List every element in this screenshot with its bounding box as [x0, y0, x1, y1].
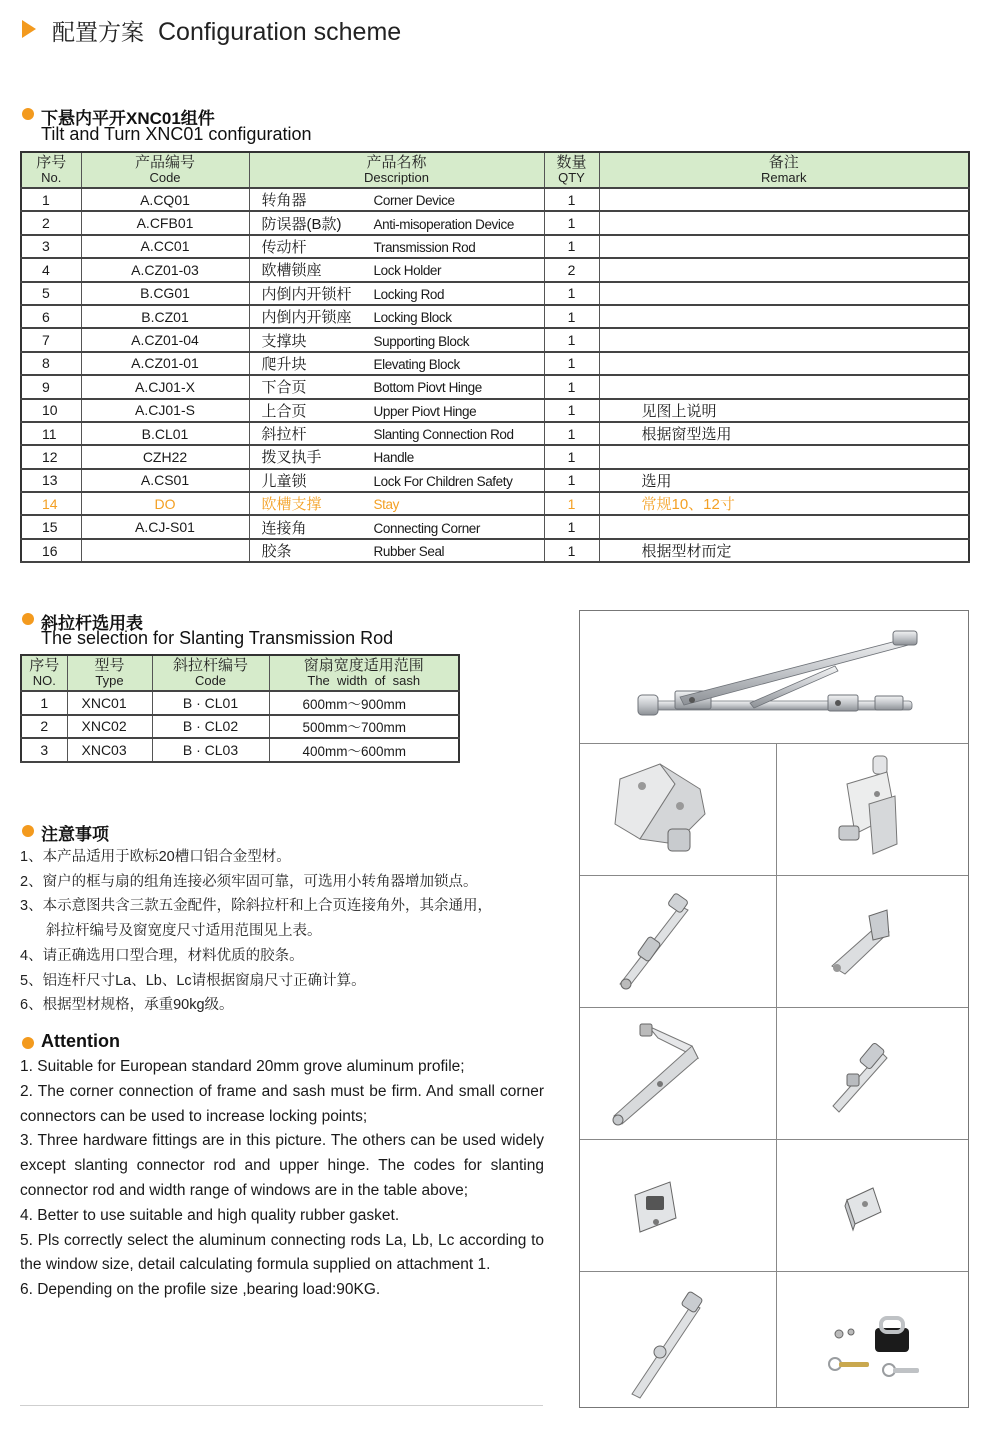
notes-en-list [20, 1055, 544, 1303]
rod-col-header-range: 窗扇宽度适用范围 The width of sash [269, 655, 459, 691]
table-row: 2 A.CFB01 防误器(B款) Anti-misoperation Device 1 [21, 211, 969, 234]
table-row: 3 XNC03 B · CL03 400mm～600mm [21, 738, 459, 762]
section2-title-cn: 斜拉杆选用表 [41, 614, 143, 633]
notes-cn-line: 斜拉杆编号及窗宽度尺寸适用范围见上表。 [46, 923, 322, 940]
table-row: 4 A.CZ01-03 欧槽锁座 Lock Holder 2 [21, 258, 969, 281]
locking-rod-photo [580, 876, 776, 1007]
page-title-cn: 配置方案 [52, 19, 144, 45]
table-row: 10 A.CJ01-S 上合页 Upper Piovt Hinge 1 见图上说明 [21, 399, 969, 422]
section1-title-cn: 下悬内平开XNC01组件 [41, 109, 215, 128]
table-row: 9 A.CJ01-X 下合页 Bottom Piovt Hinge 1 [21, 375, 969, 398]
notes-en-item: 4. Better to use suitable and high quality rubber gasket. [20, 1206, 400, 1224]
notes-cn-line: 2、窗户的框与扇的组角连接必须牢固可靠，可选用小转角器增加锁点。 [20, 873, 478, 890]
col-header-description: 产品名称 Description [249, 152, 544, 188]
section2-title-en: The selection for Slanting Transmission Rod [41, 628, 394, 648]
table-row: 1 XNC01 B · CL01 600mm～900mm [21, 691, 459, 715]
col-header-no: 序号 No. [21, 152, 81, 188]
col-header-code: 产品编号 Code [81, 152, 249, 188]
notes-en-item: 5. Pls correctly select the aluminum connecting rods La, Lb, Lc according to the window size, detail calculating formula supplied on attachment 1. [20, 1231, 544, 1274]
table-row: 15 A.CJ-S01 连接角 Connecting Corner 1 [21, 515, 969, 538]
notes-en-item: 6. Depending on the profile size ,bearing load:90KG. [20, 1281, 381, 1299]
table-row-highlighted: 14 DO 欧槽支撑 Stay 1 常规10、12寸 [21, 492, 969, 515]
table-row: 11 B.CL01 斜拉杆 Slanting Connection Rod 1 根据窗型选用 [21, 422, 969, 445]
rod-col-header-type: 型号 Type [67, 655, 152, 691]
table-row: 12 CZH22 拨叉执手 Handle 1 [21, 445, 969, 468]
notes-cn-list [20, 845, 565, 1018]
notes-en-item: 1. Suitable for European standard 20mm grove aluminum profile; [20, 1058, 465, 1075]
product-photo-grid [579, 610, 969, 1408]
transmission-rod-photo [580, 1272, 776, 1407]
notes-cn-title: 注意事项 [41, 825, 109, 844]
table-row: 3 A.CC01 传动杆 Transmission Rod 1 [21, 235, 969, 258]
notes-cn-line: 5、铝连杆尺寸La、Lb、Lc请根据窗扇尺寸正确计算。 [20, 972, 366, 989]
child-lock-photo [777, 1272, 968, 1407]
page-title [52, 14, 401, 47]
notes-cn-bullet-icon [22, 825, 34, 837]
lock-keeper-photo [777, 876, 968, 1007]
col-header-remark: 备注 Remark [599, 152, 969, 188]
notes-cn-line: 4、请正确选用口型合理，材料优质的胶条。 [20, 947, 304, 964]
config-table [20, 151, 970, 563]
bottom-hinge-photo [777, 744, 968, 875]
table-row: 6 B.CZ01 内倒内开锁座 Locking Block 1 [21, 305, 969, 328]
page-title-en: Configuration scheme [158, 18, 402, 46]
notes-cn-line: 1、本产品适用于欧标20槽口铝合金型材。 [20, 849, 291, 865]
corner-device-photo [580, 1008, 776, 1139]
section1-title-en: Tilt and Turn XNC01 configuration [41, 124, 312, 144]
bottom-divider [20, 1405, 543, 1406]
table-row: 1 A.CQ01 转角器 Corner Device 1 [21, 188, 969, 211]
col-header-qty: 数量 QTY [544, 152, 599, 188]
section2-bullet-icon [22, 613, 34, 625]
rod-selection-table [20, 654, 460, 763]
title-arrow-icon [22, 20, 36, 38]
notes-cn-line: 6、根据型材规格，承重90kg级。 [20, 997, 234, 1014]
notes-en-title: Attention [41, 1031, 120, 1051]
table-row: 8 A.CZ01-01 爬升块 Elevating Block 1 [21, 352, 969, 375]
top-hinge-photo [580, 744, 776, 875]
notes-cn-line: 3、本示意图共含三款五金配件，除斜拉杆和上合页连接角外，其余通用， [20, 898, 493, 915]
support-block-photo [580, 1140, 776, 1271]
table-row: 13 A.CS01 儿童锁 Lock For Children Safety 1 选用 [21, 469, 969, 492]
table-row: 16 胶条 Rubber Seal 1 根据型材而定 [21, 539, 969, 562]
elevating-block-photo [777, 1140, 968, 1271]
stay-arm-photo [580, 611, 968, 743]
table-row: 7 A.CZ01-04 支撑块 Supporting Block 1 [21, 328, 969, 351]
anti-misoperation-photo [777, 1008, 968, 1139]
rod-col-header-no: 序号 NO. [21, 655, 67, 691]
table-row: 5 B.CG01 内倒内开锁杆 Locking Rod 1 [21, 282, 969, 305]
notes-en-bullet-icon [22, 1037, 34, 1049]
section1-bullet-icon [22, 108, 34, 120]
table-row: 2 XNC02 B · CL02 500mm～700mm [21, 715, 459, 739]
rod-col-header-code: 斜拉杆编号 Code [152, 655, 269, 691]
notes-en-item: 2. The corner connection of frame and sash must be firm. And small corner connectors can be used to increase locking points; [20, 1082, 544, 1125]
notes-en-item: 3. Three hardware fittings are in this picture. The others can be used widely except slanting connector rod and upper hinge. The codes for slanting connector rod and width range of windows are in the table above; [20, 1132, 544, 1199]
